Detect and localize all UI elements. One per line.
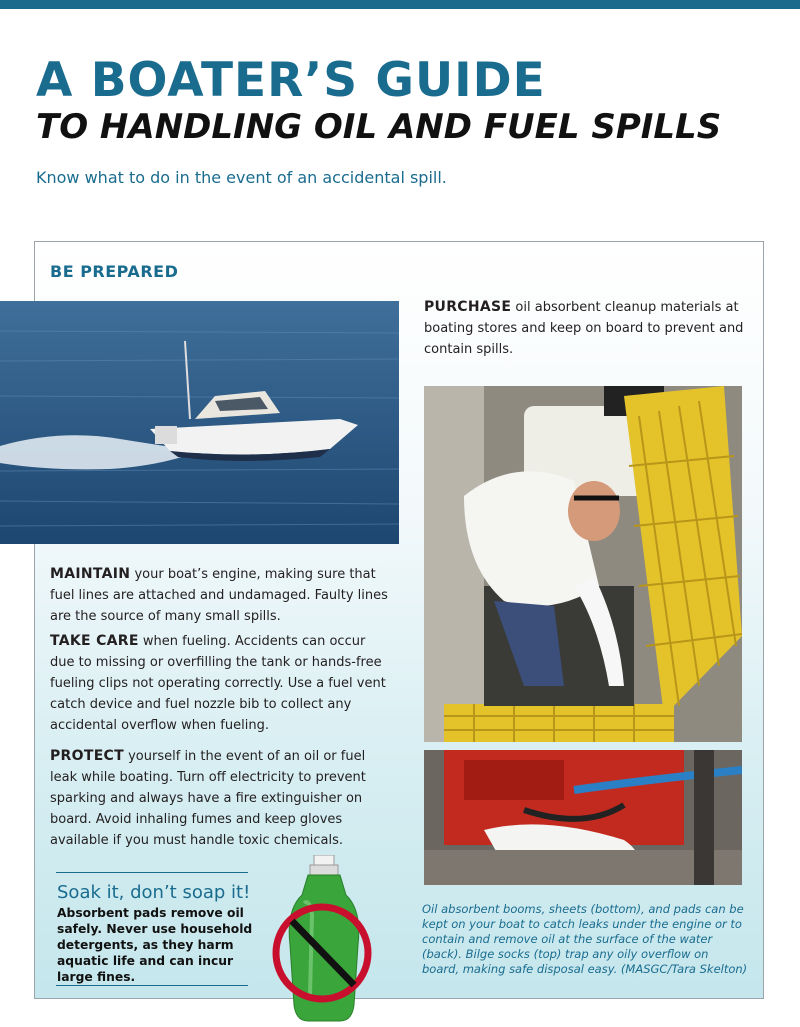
protect-text: yourself in the event of an oil or fuel leak while boating. Turn off electricity to prevent sparking and always have a fire extinguisher on board. Avoid inhaling fumes and keep gloves available if you must handle toxic chemicals. <box>50 749 366 848</box>
soak-title: Soak it, don’t soap it! <box>57 882 251 903</box>
no-soap-bottle-icon <box>270 855 380 1023</box>
boat-photo <box>0 301 399 544</box>
section-title: BE PREPARED <box>50 262 179 281</box>
purchase-text: oil absorbent cleanup materials at boating stores and keep on board to prevent and contain spills. <box>424 300 744 357</box>
top-accent-bar <box>0 0 800 9</box>
page-subtitle: Know what to do in the event of an accidental spill. <box>36 168 447 187</box>
protect-paragraph <box>50 746 392 851</box>
take-care-keyword: TAKE CARE <box>50 633 139 649</box>
purchase-keyword: PURCHASE <box>424 299 512 315</box>
maintain-keyword: MAINTAIN <box>50 566 131 582</box>
maintain-paragraph <box>50 564 392 627</box>
bilge-sock-photo <box>424 386 742 742</box>
maintain-text: your boat’s engine, making sure that fuel lines are attached and undamaged. Faulty lines are the source of many small spills. <box>50 567 388 624</box>
protect-keyword: PROTECT <box>50 748 124 764</box>
soak-divider-top <box>56 872 248 873</box>
photo-caption: Oil absorbent booms, sheets (bottom), and pads can be kept on your boat to catch leaks under the engine or to contain and remove oil at the surface of the water (back). Bilge socks (top) trap any oily overflow on board, making safe disposal easy. (MASGC/Tara Skelton) <box>422 902 748 976</box>
page-title-secondary: TO HANDLING OIL AND FUEL SPILLS <box>36 107 722 147</box>
take-care-text: when fueling. Accidents can occur due to missing or overfilling the tank or hands-free fueling clips not operating correctly. Use a fuel vent catch device and fuel nozzle bib to collect any accidental overflow when fueling. <box>50 634 386 733</box>
absorbent-sheet-photo <box>424 750 742 885</box>
take-care-paragraph <box>50 631 392 736</box>
soak-divider-bottom <box>56 985 248 986</box>
page-title: A BOATER’S GUIDE <box>36 53 546 108</box>
purchase-paragraph <box>424 297 750 360</box>
soak-text: Absorbent pads remove oil safely. Never use household detergents, as they harm aquatic life and can incur large fines. <box>57 906 253 984</box>
